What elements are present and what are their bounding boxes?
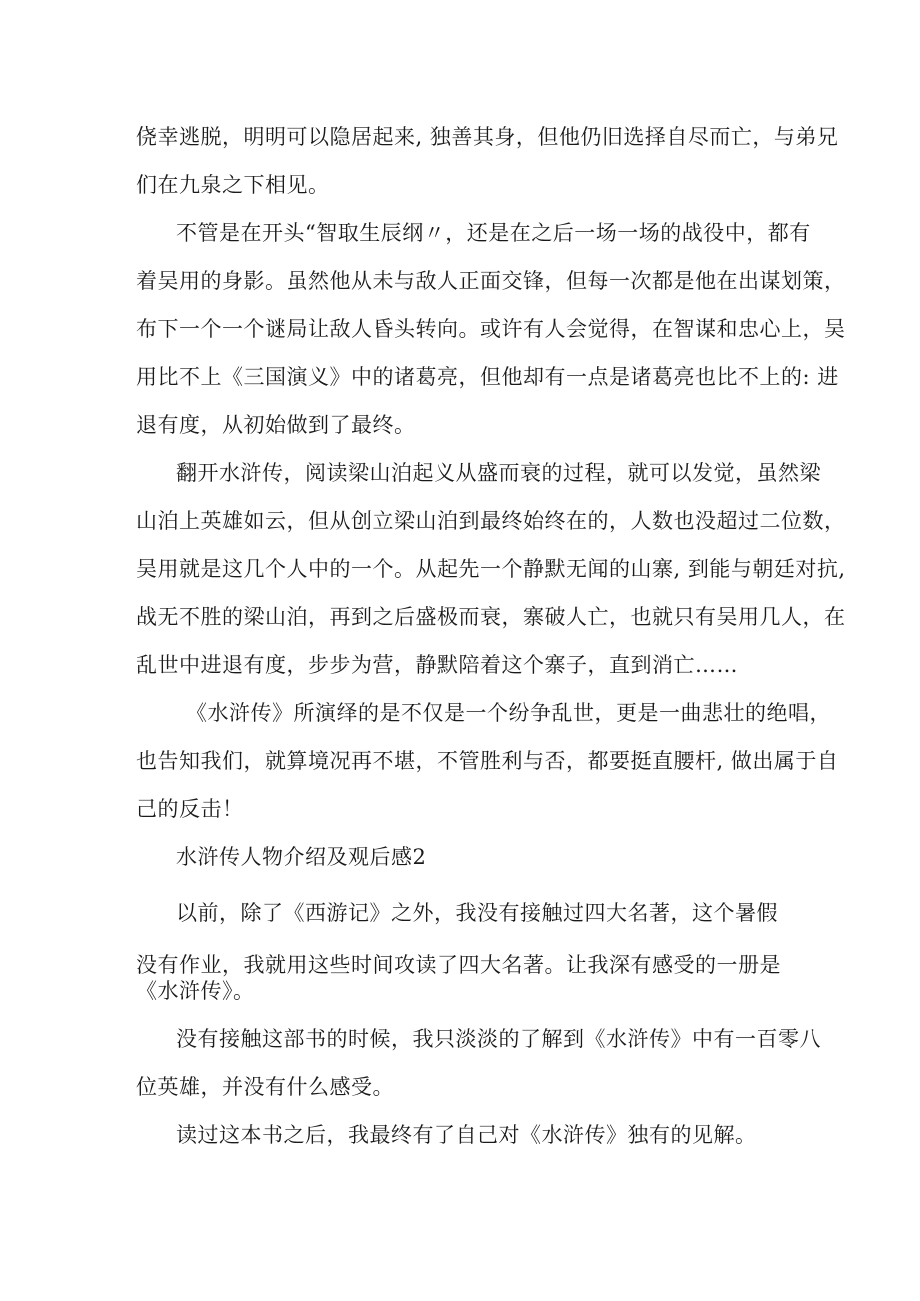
section-heading: 水浒传人物介绍及观后感2 — [176, 845, 427, 869]
text-line: 侥幸逃脱，明明可以隐居起来, 独善其身，但他仍旧选择自尽而亡，与弟兄 — [136, 125, 839, 149]
text-line: 战无不胜的梁山泊，再到之后盛极而衰，寨破人亡，也就只有吴用几人，在 — [136, 605, 846, 629]
text-line: 己的反击！ — [136, 797, 244, 821]
text-line: 《水浒传》。 — [136, 979, 255, 1003]
text-line: 也告知我们，就算境况再不堪，不管胜利与否，都要挺直腰杆, 做出属于自 — [136, 749, 839, 773]
paragraph-start-line: 以前，除了《西游记》之外，我没有接触过四大名著，这个暑假 — [176, 901, 778, 925]
text-line: 乱世中进退有度，步步为营，静默陪着这个寨子，直到消亡…… — [136, 653, 738, 677]
text-line: 布下一个一个谜局让敌人昏头转向。或许有人会觉得，在智谋和忠心上，吴 — [136, 317, 846, 341]
text-line: 用比不上《三国演义》中的诸葛亮，但他却有一点是诸葛亮也比不上的: 进 — [136, 365, 839, 389]
text-line: 退有度，从初始做到了最终。 — [136, 413, 416, 437]
text-line: 山泊上英雄如云，但从创立梁山泊到最终始终在的，人数也没超过二位数， — [136, 509, 846, 533]
paragraph-start-line: 没有接触这部书的时候，我只淡淡的了解到《水浒传》中有一百零八 — [176, 1027, 821, 1051]
text-line: 着吴用的身影。虽然他从未与敌人正面交锋，但每一次都是他在出谋划策， — [136, 269, 846, 293]
text-line: 没有作业，我就用这些时间攻读了四大名著。让我深有感受的一册是 — [136, 953, 781, 977]
paragraph-start-line: 不管是在开头“智取生辰纲〃，还是在之后一场一场的战役中，都有 — [176, 221, 811, 245]
paragraph-start-line: 《水浒传》所演绎的是不仅是一个纷争乱世，更是一曲悲壮的绝唱， — [186, 701, 831, 725]
paragraph-start-line: 翻开水浒传，阅读梁山泊起义从盛而衰的过程，就可以发觉，虽然梁 — [176, 461, 821, 485]
text-line: 们在九泉之下相见。 — [136, 173, 330, 197]
text-line: 位英雄，并没有什么感受。 — [136, 1075, 394, 1099]
paragraph-start-line: 读过这本书之后，我最终有了自己对《水浒传》独有的见解。 — [176, 1123, 757, 1147]
text-line: 吴用就是这几个人中的一个。从起先一个静默无闻的山寨, 到能与朝廷对抗, — [136, 557, 846, 581]
